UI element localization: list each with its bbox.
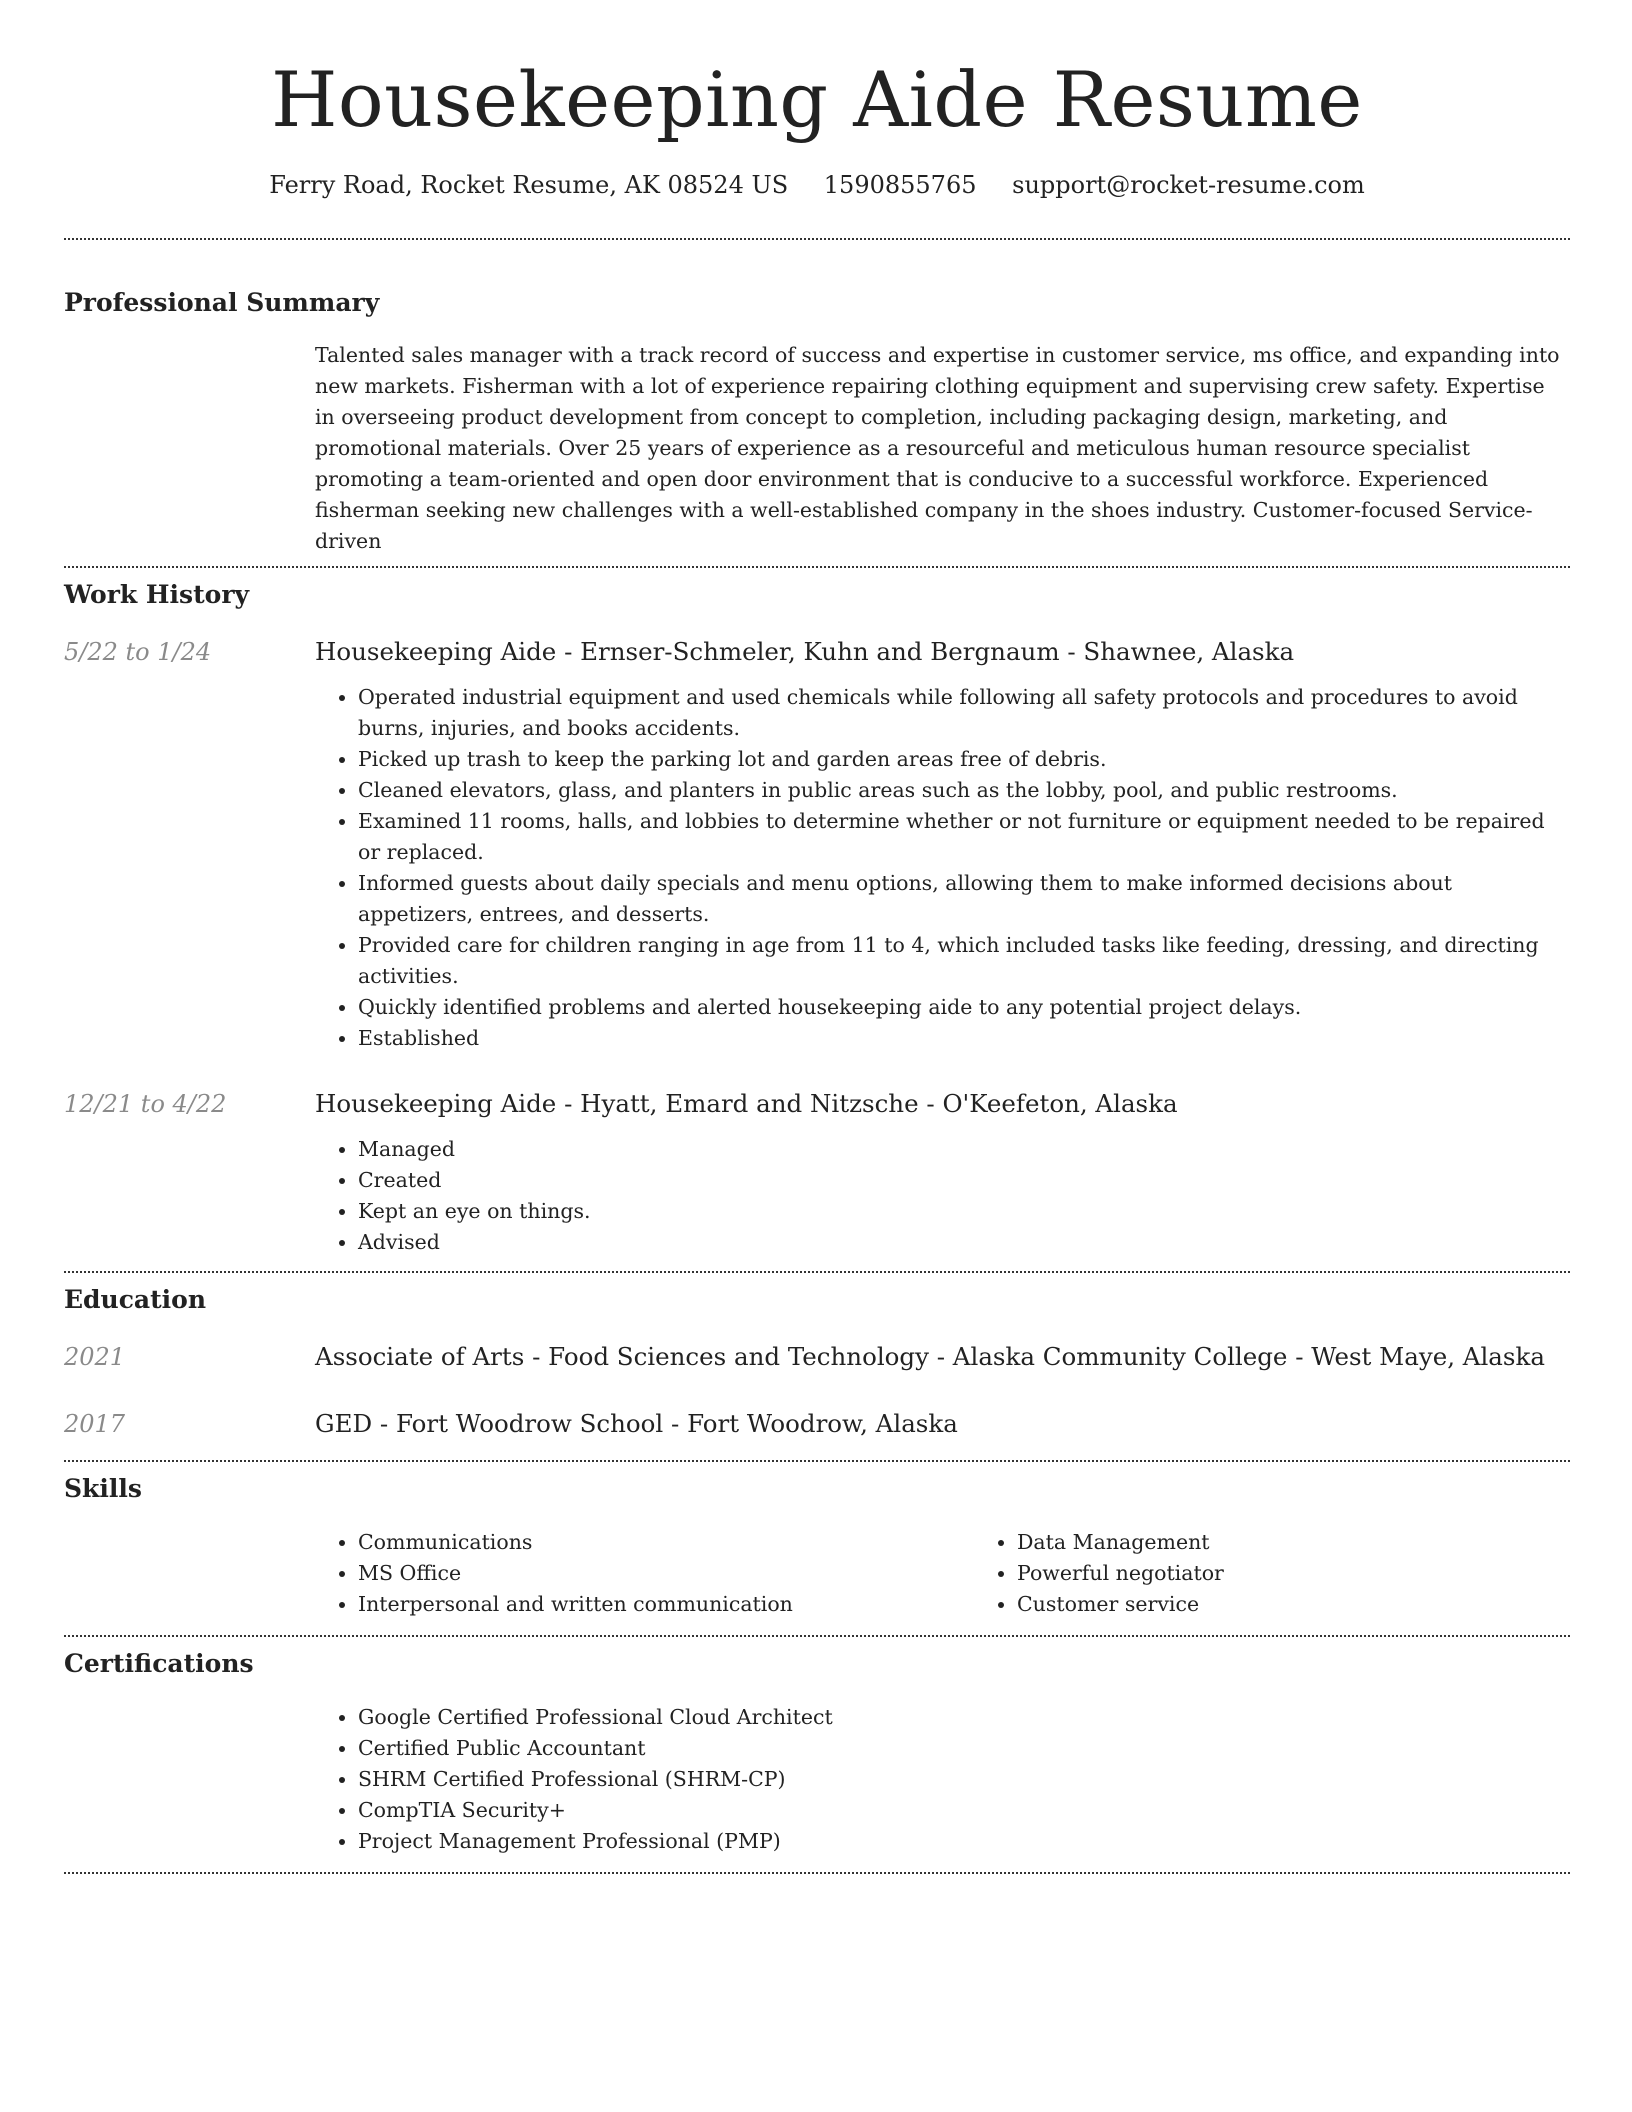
summary-section [64,240,1570,557]
list-item: • Created [358,1165,1570,1196]
list-item: • Cleaned elevators, glass, and planters in public areas such as the lobby, pool, and public restrooms. [358,775,1570,806]
education-title: Associate of Arts - Food Sciences and Technology - Alaska Community College - West Maye, Alaska [315,1342,1545,1371]
list-item: • Customer service [1017,1589,1632,1620]
education-year: 2021 [64,1343,126,1371]
list-item: • Communications [358,1527,974,1558]
list-item: • Operated industrial equipment and used chemicals while following all safety protocols and procedures to avoid burns, injuries, and books accidents. [358,682,1570,744]
education-entry [64,1407,1570,1441]
contact-line [64,168,1570,202]
list-item: • Established [358,1023,1570,1054]
contact-phone: 1590855765 [823,171,977,199]
list-item: • Quickly identified problems and alerted housekeeping aide to any potential project delays. [358,992,1570,1023]
list-item: • Powerful negotiator [1017,1558,1632,1589]
education-year: 2017 [64,1410,126,1438]
list-item: • Examined 11 rooms, halls, and lobbies to determine whether or not furniture or equipment needed to be repaired or replaced. [358,806,1570,868]
resume-title: Housekeeping Aide Resume [271,55,1363,144]
education-section [64,1273,1570,1441]
list-item: • Managed [358,1134,1570,1165]
divider [64,1872,1570,1874]
list-item: • Advised [358,1227,1570,1258]
list-item: • Picked up trash to keep the parking lot and garden areas free of debris. [358,744,1570,775]
list-item: • Provided care for children ranging in age from 11 to 4, which included tasks like feeding, dressing, and directing activities. [358,930,1570,992]
list-item: • Interpersonal and written communication [358,1589,974,1620]
resume-page [64,0,1570,1874]
summary-text: Talented sales manager with a track record of success and expertise in customer service, ms office, and expanding into new markets. Fisherman with a lot of experience repairing clothing equipment and supervising crew safety. Expertise in overseeing product development from concept to completion, including packaging design, marketing, and promotional materials. Over 25 years of experience as a resourceful and meticulous human resource specialist promoting a team-oriented and open door environment that is conducive to a successful workforce. Experienced fisherman seeking new challenges with a well-established company in the shoes industry. Customer-focused Service-driven [315,343,1560,553]
list-item: • CompTIA Security+ [358,1795,1570,1826]
education-entry [64,1340,1570,1374]
list-item: • SHRM Certified Professional (SHRM-CP) [358,1764,1570,1795]
section-title-summary: Professional Summary [64,288,380,317]
list-item: • Google Certified Professional Cloud Architect [358,1702,1570,1733]
section-title-certifications: Certifications [64,1649,254,1678]
section-title-work: Work History [64,580,250,609]
certifications-section [64,1637,1570,1857]
contact-address: Ferry Road, Rocket Resume, AK 08524 US [269,171,789,199]
job-title: Housekeeping Aide - Hyatt, Emard and Nitzsche - O'Keefeton, Alaska [315,1089,1178,1118]
contact-email: support@rocket-resume.com [1012,171,1365,199]
list-item: • Certified Public Accountant [358,1733,1570,1764]
job-entry [64,1087,1570,1258]
job-title: Housekeeping Aide - Ernser-Schmeler, Kuhn and Bergnaum - Shawnee, Alaska [315,637,1295,666]
job-entry [64,635,1570,1054]
skills-column [315,1527,974,1620]
job-dates: 5/22 to 1/24 [64,638,212,666]
job-bullets [315,682,1570,1054]
list-item: • MS Office [358,1558,974,1589]
list-item: • Data Management [1017,1527,1632,1558]
job-dates: 12/21 to 4/22 [64,1090,227,1118]
skills-column [974,1527,1632,1620]
list-item: • Project Management Professional (PMP) [358,1826,1570,1857]
section-title-education: Education [64,1285,207,1314]
job-bullets [315,1134,1570,1258]
list-item: • Informed guests about daily specials and menu options, allowing them to make informed decisions about appetizers, entrees, and desserts. [358,868,1570,930]
education-title: GED - Fort Woodrow School - Fort Woodrow, Alaska [315,1409,958,1438]
skills-section [64,1462,1570,1620]
list-item: • Kept an eye on things. [358,1196,1570,1227]
section-title-skills: Skills [64,1474,142,1503]
certifications-list [315,1702,1570,1857]
work-history-section [64,568,1570,1258]
